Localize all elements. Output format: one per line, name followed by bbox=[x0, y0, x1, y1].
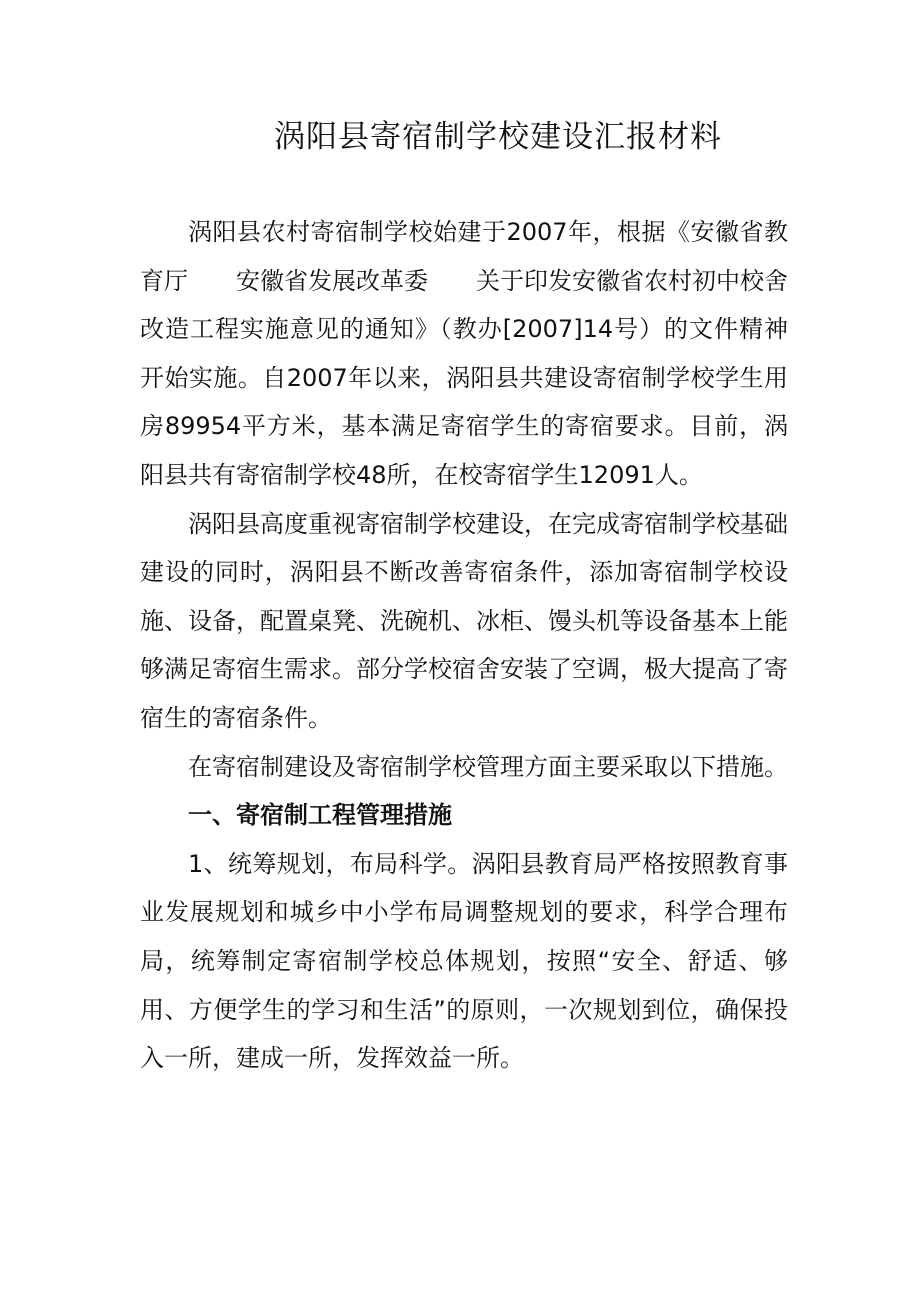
document-body bbox=[140, 208, 788, 1083]
paragraph-facilities: 涡阳县高度重视寄宿制学校建设，在完成寄宿制学校基础建设的同时，涡阳县不断改善寄宿条件，添加寄宿制学校设施、设备，配置桌凳、洗碗机、冰柜、馒头机等设备基本上能够满足寄宿生需求。部分学校宿舍安装了空调，极大提高了寄宿生的寄宿条件。 bbox=[140, 509, 788, 732]
paragraph-planning: 1、统筹规划，布局科学。涡阳县教育局严格按照教育事业发展规划和城乡中小学布局调整规划的要求，科学合理布局，统筹制定寄宿制学校总体规划，按照“安全、舒适、够用、方便学生的学习和生活”的原则，一次规划到位，确保投入一所，建成一所，发挥效益一所。 bbox=[140, 849, 788, 1073]
section-heading: 一、寄宿制工程管理措施 bbox=[188, 801, 452, 830]
paragraph-measures-intro: 在寄宿制建设及寄宿制学校管理方面主要采取以下措施。 bbox=[188, 752, 788, 781]
paragraph-intro: 涡阳县农村寄宿制学校始建于2007年，根据《安徽省教育厅 安徽省发展改革委 关于印发安徽省农村初中校舍改造工程实施意见的通知》（教办[2007]14号）的文件精神开始实施。自2007年以来，涡阳县共建设寄宿制学校学生用房89954平方米，基本满足寄宿学生的寄宿要求。目前，涡阳县共有寄宿制学校48所，在校寄宿学生12091人。 bbox=[140, 218, 788, 489]
document-title: 涡阳县寄宿制学校建设汇报材料 bbox=[274, 119, 722, 155]
